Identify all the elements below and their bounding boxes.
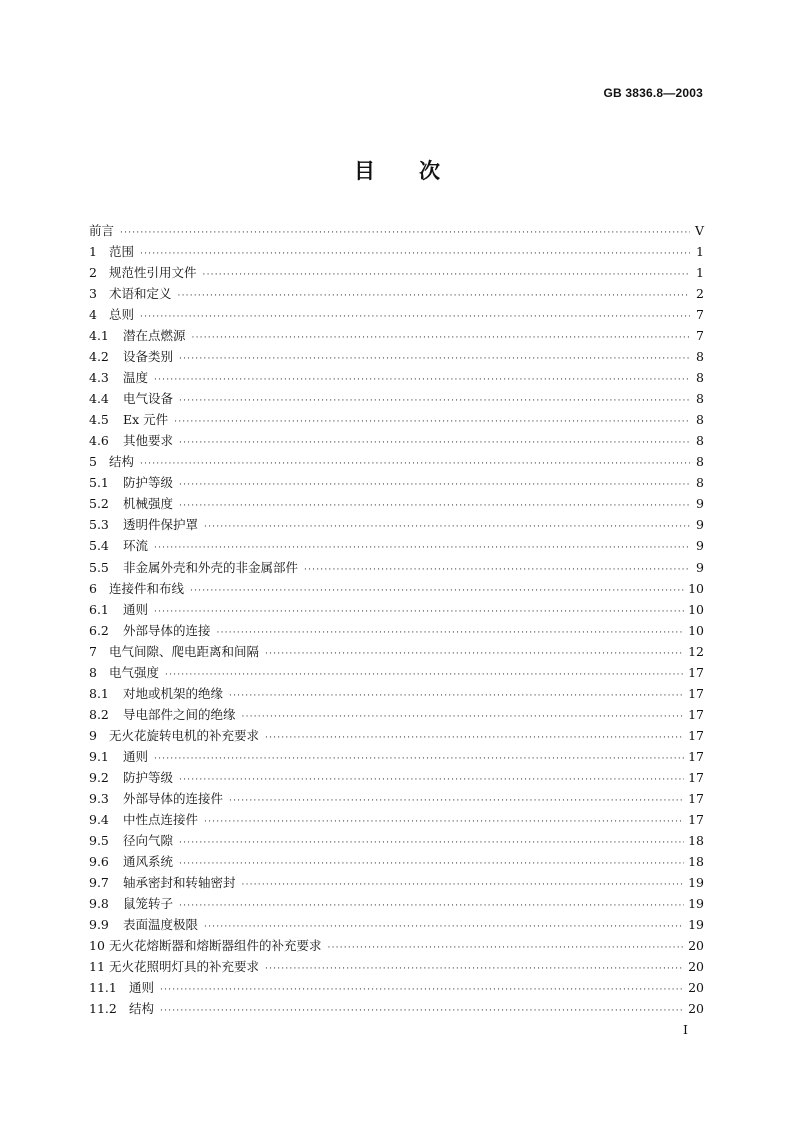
toc-entry[interactable] xyxy=(89,346,704,367)
toc-entry-number: 5.5 xyxy=(89,559,109,575)
dot-leader xyxy=(160,1001,684,1022)
toc-entry-label: 电气间隙、爬电距离和间隔 xyxy=(109,643,260,659)
toc-entry-page: 2 xyxy=(696,286,704,302)
toc-entry-label: 电气设备 xyxy=(123,391,174,407)
toc-entry-label: 径向气隙 xyxy=(123,832,174,848)
toc-entry[interactable] xyxy=(89,977,704,998)
dot-leader xyxy=(192,328,690,349)
toc-entry-number: 5.2 xyxy=(89,496,109,512)
toc-entry-label: 连接件和布线 xyxy=(109,580,185,596)
toc-entry[interactable] xyxy=(89,851,704,872)
toc-entry[interactable] xyxy=(89,830,704,851)
toc-entry[interactable] xyxy=(89,872,704,893)
toc-entry-page: 10 xyxy=(688,601,704,617)
title-char-2: 次 xyxy=(419,158,440,183)
toc-entry[interactable] xyxy=(89,388,704,409)
dot-leader xyxy=(179,433,690,454)
dot-leader xyxy=(165,665,684,686)
dot-leader xyxy=(204,812,684,833)
toc-entry-number: 1 xyxy=(89,244,97,260)
table-of-contents xyxy=(89,220,704,1019)
toc-entry-label: 防护等级 xyxy=(123,475,174,491)
toc-entry-page: 9 xyxy=(696,496,704,512)
toc-entry-page: 8 xyxy=(696,349,704,365)
toc-entry-page: 8 xyxy=(696,433,704,449)
toc-entry-label: 机械强度 xyxy=(123,496,174,512)
toc-entry-number: 4.3 xyxy=(89,370,109,386)
toc-entry[interactable] xyxy=(89,788,704,809)
toc-entry[interactable] xyxy=(89,809,704,830)
dot-leader xyxy=(140,454,690,475)
toc-entry[interactable] xyxy=(89,725,704,746)
toc-entry-label: Ex 元件 xyxy=(123,412,169,428)
toc-entry-page: Ⅴ xyxy=(694,223,704,238)
dot-leader xyxy=(179,349,690,370)
toc-entry-page: 7 xyxy=(696,328,704,344)
toc-entry-label: 轴承密封和转轴密封 xyxy=(123,874,236,890)
dot-leader xyxy=(328,938,685,959)
toc-entry-number: 11.2 xyxy=(89,1001,117,1017)
toc-entry-number: 3 xyxy=(89,286,97,302)
toc-entry[interactable] xyxy=(89,409,704,430)
dot-leader xyxy=(140,244,690,265)
dot-leader xyxy=(179,496,690,517)
toc-entry-number: 9.4 xyxy=(89,811,109,827)
toc-entry-page: 1 xyxy=(696,265,704,281)
toc-entry[interactable] xyxy=(89,367,704,388)
toc-entry-label: 其他要求 xyxy=(123,433,174,449)
dot-leader xyxy=(154,749,684,770)
toc-entry-page: 17 xyxy=(688,664,704,680)
toc-entry[interactable] xyxy=(89,767,704,788)
dot-leader xyxy=(179,854,684,875)
toc-entry-label: 术语和定义 xyxy=(109,286,172,302)
toc-entry[interactable] xyxy=(89,578,704,599)
toc-entry[interactable] xyxy=(89,557,704,578)
toc-entry-page: 9 xyxy=(696,538,704,554)
toc-entry-number: 4 xyxy=(89,307,97,323)
standard-number: GB 3836.8—2003 xyxy=(603,86,703,100)
toc-entry-page: 10 xyxy=(688,580,704,596)
dot-leader xyxy=(265,959,684,980)
dot-leader xyxy=(178,286,690,307)
toc-entry-number: 4.6 xyxy=(89,433,109,449)
toc-entry-page: 17 xyxy=(688,769,704,785)
toc-entry-page: 10 xyxy=(688,622,704,638)
toc-entry-label: 外部导体的连接件 xyxy=(123,790,224,806)
toc-entry-label: 无火花照明灯具的补充要求 xyxy=(109,959,260,975)
toc-entry-label: 结构 xyxy=(109,454,135,470)
toc-entry[interactable] xyxy=(89,683,704,704)
toc-entry-page: 17 xyxy=(688,727,704,743)
page-folio: Ⅰ xyxy=(683,1022,688,1037)
toc-entry-page: 18 xyxy=(688,832,704,848)
toc-entry-label: 规范性引用文件 xyxy=(109,265,197,281)
toc-entry-label: 外部导体的连接 xyxy=(123,622,211,638)
toc-entry[interactable] xyxy=(89,493,704,514)
toc-entry-page: 17 xyxy=(688,748,704,764)
toc-entry-page: 8 xyxy=(696,370,704,386)
toc-entry-label: 潜在点燃源 xyxy=(123,328,186,344)
toc-entry-label: 无火花旋转电机的补充要求 xyxy=(109,727,260,743)
toc-entry-number: 6.1 xyxy=(89,601,109,617)
toc-entry[interactable] xyxy=(89,451,704,472)
dot-leader xyxy=(179,475,690,496)
toc-entry-page: 8 xyxy=(696,454,704,470)
dot-leader xyxy=(154,370,690,391)
toc-entry-label: 通则 xyxy=(129,980,155,996)
toc-entry-page: 17 xyxy=(688,811,704,827)
toc-entry-label: 通则 xyxy=(123,601,149,617)
toc-entry[interactable] xyxy=(89,956,704,977)
toc-entry-page: 19 xyxy=(688,874,704,890)
toc-entry-label: 通风系统 xyxy=(123,853,174,869)
dot-leader xyxy=(229,686,684,707)
page-title xyxy=(0,155,794,185)
toc-entry-page: 9 xyxy=(696,559,704,575)
toc-entry-label: 通则 xyxy=(123,748,149,764)
dot-leader xyxy=(204,517,690,538)
dot-leader xyxy=(179,391,690,412)
toc-entry[interactable] xyxy=(89,220,704,241)
toc-entry-number: 6 xyxy=(89,580,97,596)
toc-entry-number: 11.1 xyxy=(89,980,117,996)
toc-entry[interactable] xyxy=(89,262,704,283)
dot-leader xyxy=(179,896,684,917)
toc-entry[interactable] xyxy=(89,704,704,725)
dot-leader xyxy=(265,644,684,665)
toc-entry[interactable] xyxy=(89,641,704,662)
title-char-1: 目 xyxy=(354,158,375,183)
toc-entry[interactable] xyxy=(89,241,704,262)
toc-entry-number: 9.7 xyxy=(89,874,109,890)
dot-leader xyxy=(229,791,684,812)
toc-entry-number: 9.3 xyxy=(89,790,109,806)
toc-entry-number: 5.1 xyxy=(89,475,109,491)
toc-entry-number: 5 xyxy=(89,454,97,470)
toc-entry[interactable] xyxy=(89,746,704,767)
dot-leader xyxy=(265,728,684,749)
dot-leader xyxy=(242,707,685,728)
toc-entry-number: 5.4 xyxy=(89,538,109,554)
toc-entry-number: 9 xyxy=(89,727,97,743)
toc-entry-page: 17 xyxy=(688,706,704,722)
toc-entry-label: 前言 xyxy=(89,223,115,238)
toc-entry-page: 17 xyxy=(688,790,704,806)
dot-leader xyxy=(154,602,684,623)
toc-entry[interactable] xyxy=(89,514,704,535)
toc-entry-page: 20 xyxy=(688,980,704,996)
toc-entry-page: 18 xyxy=(688,853,704,869)
toc-entry-label: 鼠笼转子 xyxy=(123,896,174,911)
toc-entry-label: 温度 xyxy=(123,370,149,386)
toc-entry[interactable] xyxy=(89,283,704,304)
toc-entry-page: 19 xyxy=(688,896,704,911)
toc-entry-page: 12 xyxy=(688,643,704,659)
toc-entry[interactable] xyxy=(89,430,704,451)
toc-entry-label: 透明件保护罩 xyxy=(123,517,199,533)
dot-leader xyxy=(203,265,690,286)
toc-entry-page: 20 xyxy=(688,1001,704,1017)
toc-entry-label: 中性点连接件 xyxy=(123,811,199,827)
toc-entry-label: 范围 xyxy=(109,244,135,260)
toc-entry-page: 19 xyxy=(688,917,704,933)
dot-leader xyxy=(190,581,684,602)
toc-entry-number: 7 xyxy=(89,643,97,659)
toc-entry-label: 环流 xyxy=(123,538,149,554)
toc-entry-label: 表面温度极限 xyxy=(123,917,199,933)
toc-entry-number: 9.1 xyxy=(89,748,109,764)
dot-leader xyxy=(217,623,685,644)
toc-entry-label: 对地或机架的绝缘 xyxy=(123,685,224,701)
toc-entry-number: 11 xyxy=(89,959,105,975)
toc-entry-label: 无火花熔断器和熔断器组件的补充要求 xyxy=(109,938,322,954)
toc-entry-number: 4.4 xyxy=(89,391,109,407)
toc-entry[interactable] xyxy=(89,325,704,346)
toc-entry-number: 8.1 xyxy=(89,685,109,701)
toc-entry-page: 20 xyxy=(688,938,704,954)
toc-entry-number: 9.9 xyxy=(89,917,109,933)
toc-entry-label: 防护等级 xyxy=(123,769,174,785)
toc-entry-label: 导电部件之间的绝缘 xyxy=(123,706,236,722)
toc-entry-number: 9.8 xyxy=(89,896,109,911)
toc-entry-number: 9.6 xyxy=(89,853,109,869)
toc-entry-page: 7 xyxy=(696,307,704,323)
toc-entry-page: 20 xyxy=(688,959,704,975)
toc-entry[interactable] xyxy=(89,620,704,641)
toc-entry-label: 结构 xyxy=(129,1001,155,1017)
toc-entry-page: 1 xyxy=(696,244,704,260)
toc-entry-number: 4.2 xyxy=(89,349,109,365)
dot-leader xyxy=(304,560,690,581)
toc-entry-page: 8 xyxy=(696,412,704,428)
toc-entry[interactable] xyxy=(89,599,704,620)
toc-entry[interactable] xyxy=(89,662,704,683)
toc-entry-number: 10 xyxy=(89,938,105,954)
toc-entry-page: 9 xyxy=(696,517,704,533)
toc-entry-label: 设备类别 xyxy=(123,349,174,365)
toc-entry-page: 8 xyxy=(696,475,704,491)
dot-leader xyxy=(179,833,684,854)
dot-leader xyxy=(160,980,684,1001)
toc-entry-label: 电气强度 xyxy=(109,664,160,680)
toc-entry-label: 总则 xyxy=(109,307,135,323)
dot-leader xyxy=(242,875,685,896)
dot-leader xyxy=(179,770,684,791)
toc-entry[interactable] xyxy=(89,998,704,1019)
toc-entry-number: 9.2 xyxy=(89,769,109,785)
toc-entry-page: 17 xyxy=(688,685,704,701)
toc-entry-number: 2 xyxy=(89,265,97,281)
dot-leader xyxy=(120,223,690,244)
toc-entry-page: 8 xyxy=(696,391,704,407)
toc-entry[interactable] xyxy=(89,535,704,556)
toc-entry[interactable] xyxy=(89,304,704,325)
toc-entry[interactable] xyxy=(89,935,704,956)
toc-entry-number: 6.2 xyxy=(89,622,109,638)
dot-leader xyxy=(140,307,690,328)
toc-entry-number: 4.1 xyxy=(89,328,109,344)
toc-entry[interactable] xyxy=(89,914,704,935)
toc-entry-number: 8.2 xyxy=(89,706,109,722)
toc-entry-number: 4.5 xyxy=(89,412,109,428)
toc-entry-number: 5.3 xyxy=(89,517,109,533)
toc-entry-number: 8 xyxy=(89,664,97,680)
toc-entry[interactable] xyxy=(89,893,704,914)
toc-entry[interactable] xyxy=(89,472,704,493)
dot-leader xyxy=(174,412,690,433)
toc-entry-label: 非金属外壳和外壳的非金属部件 xyxy=(123,559,299,575)
toc-entry-number: 9.5 xyxy=(89,832,109,848)
